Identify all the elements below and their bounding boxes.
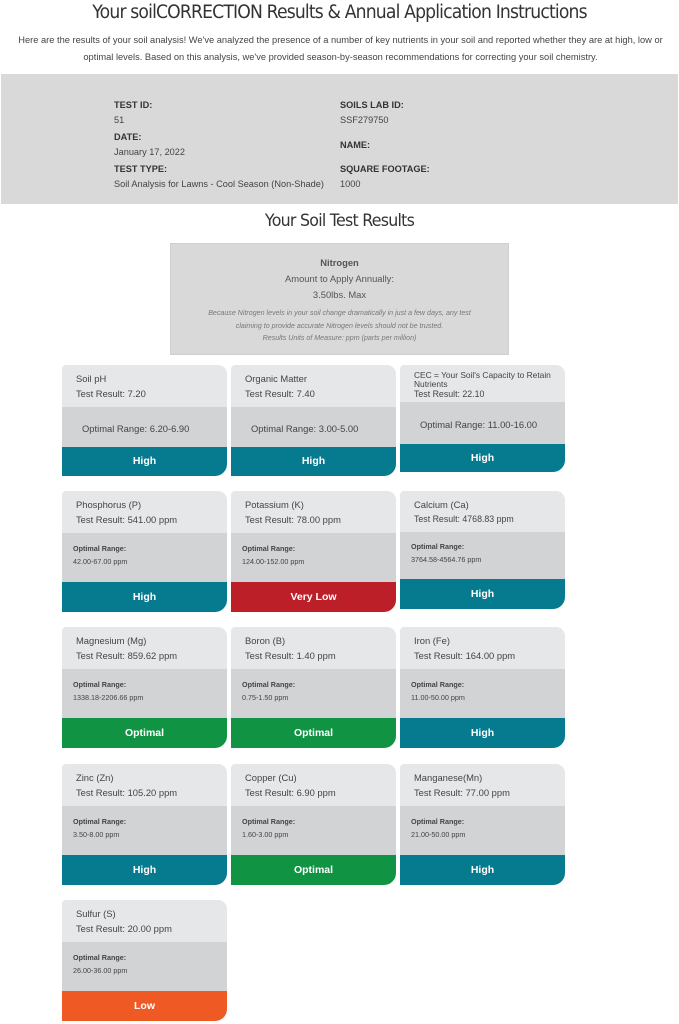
results-title: Your Soil Test Results xyxy=(264,211,415,231)
optimal-range-value: 3.00-5.00 xyxy=(318,423,359,434)
nutrient-card-potassium xyxy=(231,491,396,612)
optimal-range-label: Optimal Range: xyxy=(251,423,317,434)
test-type-field xyxy=(114,164,324,189)
test-result: Test Result: 22.10 xyxy=(414,389,485,399)
status-badge: Optimal xyxy=(62,718,227,748)
nutrient-card-copper xyxy=(231,764,396,885)
nutrient-name: CEC = Your Soil's Capacity to Retain Nutrients xyxy=(414,370,551,389)
nutrient-name: Calcium (Ca) xyxy=(414,499,469,510)
nutrient-card-magnesium xyxy=(62,627,227,748)
nutrient-name: Potassium (K) xyxy=(245,499,304,510)
nitrogen-note-line-2: claiming to provide accurate Nitrogen levels should not be trusted. xyxy=(235,321,444,330)
nutrient-name: Zinc (Zn) xyxy=(76,772,114,783)
test-result: Test Result: 7.20 xyxy=(76,388,146,399)
optimal-range-value: 1338.18-2206.66 ppm xyxy=(73,693,144,702)
nutrient-card-calcium xyxy=(400,491,565,609)
status-badge: High xyxy=(400,579,565,609)
optimal-range xyxy=(420,419,537,430)
optimal-range-value: 26.00-36.00 ppm xyxy=(73,966,128,975)
nutrient-name: Manganese(Mn) xyxy=(414,772,483,783)
page-title: Your soilCORRECTION Results & Annual Application Instructions xyxy=(92,2,587,23)
optimal-range-label: Optimal Range: xyxy=(420,419,486,430)
optimal-range-value: 6.20-6.90 xyxy=(149,423,190,434)
test-info-panel xyxy=(1,74,678,204)
test-type-label: TEST TYPE: xyxy=(114,164,168,174)
optimal-range-label: Optimal Range: xyxy=(73,817,127,826)
nitrogen-amount: 3.50lbs. Max xyxy=(312,289,367,300)
name-label: NAME: xyxy=(340,140,371,150)
nitrogen-note xyxy=(171,307,508,345)
optimal-range-value: 3.50-8.00 ppm xyxy=(73,830,120,839)
nutrient-card-organic-matter xyxy=(231,365,396,476)
test-result: Test Result: 7.40 xyxy=(245,388,315,399)
nutrient-card-zinc xyxy=(62,764,227,885)
nutrient-name: Sulfur (S) xyxy=(76,908,116,919)
optimal-range-label: Optimal Range: xyxy=(411,680,465,689)
optimal-range-label: Optimal Range: xyxy=(242,817,296,826)
optimal-range-label: Optimal Range: xyxy=(73,544,127,553)
nitrogen-note-line-3: Results Units of Measure: ppm (parts per million) xyxy=(262,334,417,342)
test-result: Test Result: 4768.83 ppm xyxy=(414,514,514,524)
nutrient-card-soil-ph xyxy=(62,365,227,476)
nitrogen-subtitle: Amount to Apply Annually: xyxy=(285,273,394,284)
status-badge: Optimal xyxy=(231,855,396,885)
nutrient-name: Copper (Cu) xyxy=(245,772,297,783)
date-value: January 17, 2022 xyxy=(114,147,186,157)
soils-lab-id-field xyxy=(340,100,404,125)
optimal-range-value: 0.75-1.50 ppm xyxy=(242,693,289,702)
square-footage-value: 1000 xyxy=(340,179,361,189)
date-field xyxy=(114,132,185,157)
status-badge: High xyxy=(231,447,396,476)
status-badge: High xyxy=(400,718,565,748)
optimal-range xyxy=(251,423,358,434)
optimal-range-value: 1.60-3.00 ppm xyxy=(242,830,289,839)
status-badge: High xyxy=(62,447,227,476)
nutrient-card-iron xyxy=(400,627,565,748)
optimal-range-label: Optimal Range: xyxy=(73,680,127,689)
optimal-range-label: Optimal Range: xyxy=(73,953,127,962)
test-id-value: 51 xyxy=(114,115,125,125)
test-id-field xyxy=(114,100,152,125)
optimal-range-value: 11.00-16.00 xyxy=(487,419,538,430)
optimal-range-value: 11.00-50.00 ppm xyxy=(411,693,465,702)
status-badge: High xyxy=(62,855,227,885)
status-badge: High xyxy=(62,582,227,612)
nutrient-name: Boron (B) xyxy=(245,635,286,646)
optimal-range xyxy=(82,423,189,434)
nitrogen-title: Nitrogen xyxy=(320,257,359,268)
status-badge: Very Low xyxy=(231,582,396,612)
test-result: Test Result: 541.00 ppm xyxy=(76,514,178,525)
name-field xyxy=(340,140,370,150)
optimal-range-label: Optimal Range: xyxy=(242,680,296,689)
optimal-range-value: 3764.58-4564.76 ppm xyxy=(411,555,482,564)
nutrient-name: Soil pH xyxy=(76,373,107,384)
status-badge: Optimal xyxy=(231,718,396,748)
status-badge: Low xyxy=(62,991,227,1021)
soils-lab-id-label: SOILS LAB ID: xyxy=(340,100,404,110)
nutrient-name: Magnesium (Mg) xyxy=(76,635,147,646)
test-result: Test Result: 78.00 ppm xyxy=(245,514,341,525)
intro-text: Here are the results of your soil analysis! We've analyzed the presence of a number of key nutrients in your soil and reported whether they are at high, low or optimal levels. Based on this analysis, we've provided season-by-season recommendations for correcting your soil chemistry. xyxy=(18,35,663,62)
optimal-range-label: Optimal Range: xyxy=(82,423,148,434)
nutrient-card-phosphorus xyxy=(62,491,227,612)
square-footage-label: SQUARE FOOTAGE: xyxy=(340,164,430,174)
test-result: Test Result: 6.90 ppm xyxy=(245,787,336,798)
optimal-range-label: Optimal Range: xyxy=(411,542,465,551)
soils-lab-id-value: SSF279750 xyxy=(340,115,389,125)
status-badge: High xyxy=(400,444,565,472)
nitrogen-note-line-1: Because Nitrogen levels in your soil change dramatically in just a few days, any test xyxy=(208,309,471,317)
test-type-value: Soil Analysis for Lawns - Cool Season (Non-Shade) xyxy=(114,179,324,189)
test-result: Test Result: 1.40 ppm xyxy=(245,650,336,661)
nitrogen-box xyxy=(170,243,509,355)
nutrient-card-boron xyxy=(231,627,396,748)
date-label: DATE: xyxy=(114,132,142,142)
optimal-range-value: 124.00-152.00 ppm xyxy=(242,557,305,566)
nutrient-name: Organic Matter xyxy=(245,373,307,384)
test-result: Test Result: 20.00 ppm xyxy=(76,923,172,934)
nutrient-card-manganese xyxy=(400,764,565,885)
test-result: Test Result: 164.00 ppm xyxy=(414,650,516,661)
status-badge: High xyxy=(400,855,565,885)
optimal-range-label: Optimal Range: xyxy=(242,544,296,553)
test-result: Test Result: 105.20 ppm xyxy=(76,787,178,798)
nutrient-name: Phosphorus (P) xyxy=(76,499,142,510)
optimal-range-value: 21.00-50.00 ppm xyxy=(411,830,466,839)
square-footage-field xyxy=(340,164,430,189)
optimal-range-value: 42.00-67.00 ppm xyxy=(73,557,128,566)
nutrient-name: Iron (Fe) xyxy=(414,635,450,646)
nutrient-card-cec xyxy=(400,365,565,472)
test-result: Test Result: 77.00 ppm xyxy=(414,787,510,798)
test-id-label: TEST ID: xyxy=(114,100,153,110)
optimal-range-label: Optimal Range: xyxy=(411,817,465,826)
nutrient-card-sulfur xyxy=(62,900,227,1021)
test-result: Test Result: 859.62 ppm xyxy=(76,650,178,661)
